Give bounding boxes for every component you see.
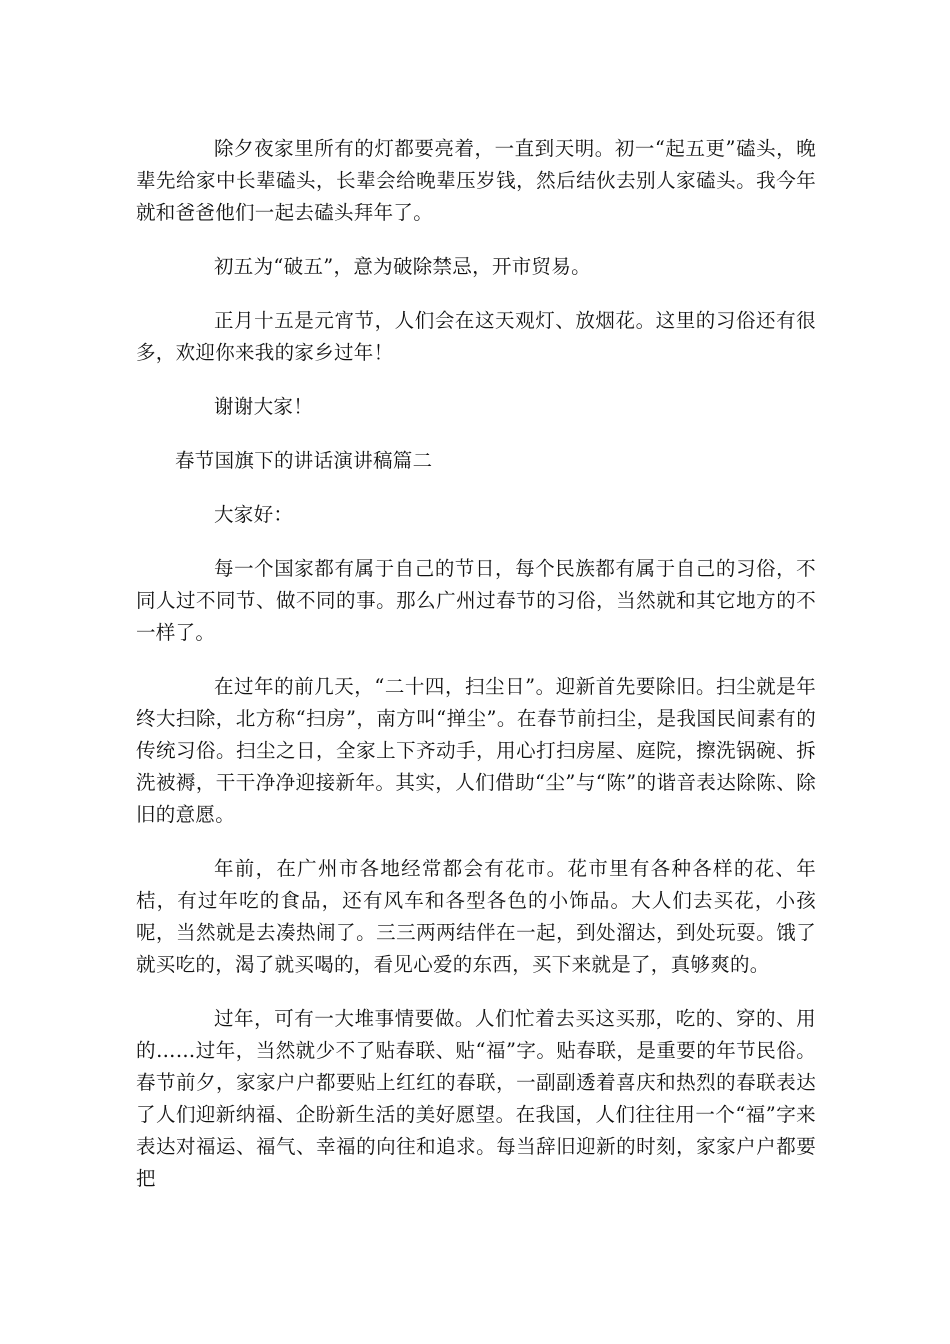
paragraph-spring-couplets: 过年，可有一大堆事情要做。人们忙着去买这买那，吃的、穿的、用的……过年，当然就少不了贴春联、贴“福”字。贴春联，是重要的年节民俗。春节前夕，家家户户都要贴上红红的春联，一副副透着喜庆和热烈的春联表达了人们迎新纳福、企盼新生活的美好愿望。在我国，人们往往用一个“福”字来表达对福运、福气、幸福的向往和追求。每当辞旧迎新的时刻，家家户户都要把 <box>136 1007 816 1190</box>
paragraph-lantern-festival: 正月十五是元宵节，人们会在这天观灯、放烟花。这里的习俗还有很多，欢迎你来我的家乡过年！ <box>136 309 816 364</box>
paragraph-po-wu: 初五为“破五”，意为破除禁忌，开市贸易。 <box>214 255 591 278</box>
paragraph-dust-sweeping: 在过年的前几天，“二十四，扫尘日”。迎新首先要除旧。扫尘就是年终大扫除，北方称“扫房”，南方叫“掸尘”。在春节前扫尘，是我国民间素有的传统习俗。扫尘之日，全家上下齐动手，用心打扫房屋、庭院，擦洗锅碗、拆洗被褥，干干净净迎接新年。其实，人们借助“尘”与“陈”的谐音表达除陈、除旧的意愿。 <box>136 675 816 826</box>
paragraph-flower-market: 年前，在广州市各地经常都会有花市。花市里有各种各样的花、年桔，有过年吃的食品，还有风车和各型各色的小饰品。大人们去买花，小孩呢，当然就是去凑热闹了。三三两两结伴在一起，到处溜达，到处玩耍。饿了就买吃的，渴了就买喝的，看见心爱的东西，买下来就是了，真够爽的。 <box>136 857 816 976</box>
paragraph-thanks: 谢谢大家！ <box>214 395 314 418</box>
paragraph-new-year-eve: 除夕夜家里所有的灯都要亮着，一直到天明。初一“起五更”磕头，晚辈先给家中长辈磕头，长辈会给晚辈压岁钱，然后结伙去别人家磕头。我今年就和爸爸他们一起去磕头拜年了。 <box>136 137 816 224</box>
section-title: 春节国旗下的讲话演讲稿篇二 <box>175 449 433 472</box>
paragraph-customs-intro: 每一个国家都有属于自己的节日，每个民族都有属于自己的习俗，不同人过不同节、做不同的事。那么广州过春节的习俗，当然就和其它地方的不一样了。 <box>136 557 816 644</box>
document-body <box>136 133 816 1195</box>
paragraph-greeting: 大家好： <box>214 503 294 526</box>
